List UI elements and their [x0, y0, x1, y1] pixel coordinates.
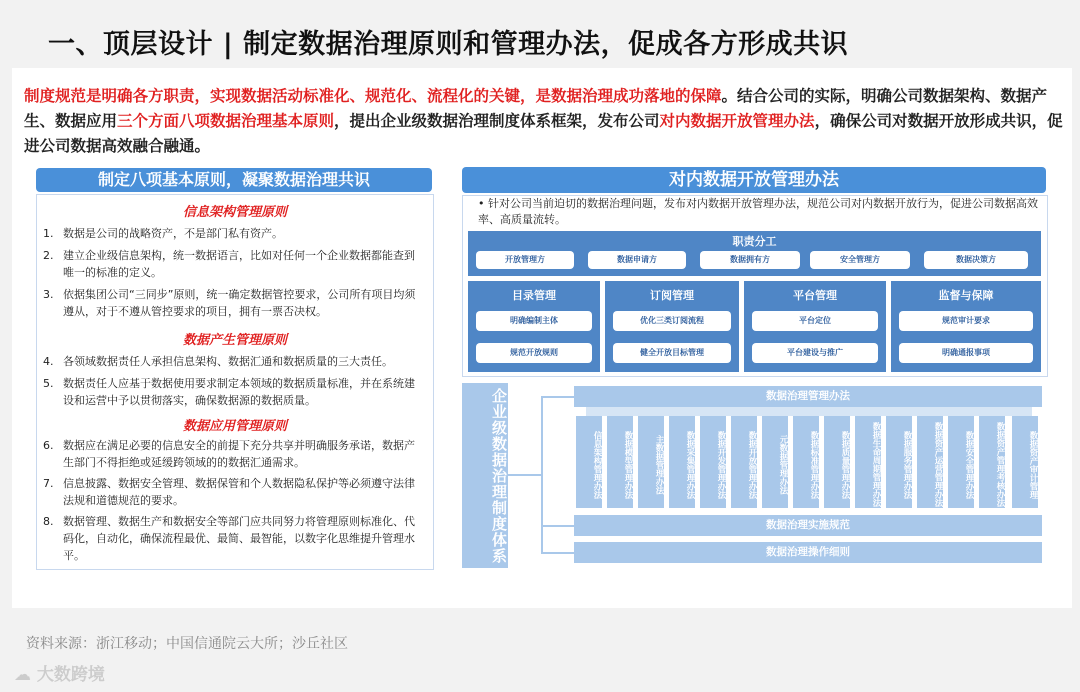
connector-line: [508, 474, 542, 476]
right-panel-header: 对内数据开放管理办法: [462, 167, 1046, 193]
system-level-implementation: 数据治理实施规范: [574, 515, 1042, 536]
system-column: 数据资产审计管理: [1012, 416, 1038, 508]
system-side-label: 企业级数据治理制度体系: [462, 383, 508, 568]
principle-number: 2.: [43, 249, 54, 262]
principle-item: [43, 513, 423, 564]
system-column: 数据采集管理办法: [669, 416, 695, 508]
platform-management-block: [744, 281, 886, 372]
logo-icon: ☁: [14, 665, 31, 685]
principle-text: 数据责任人应基于数据使用要求制定本领域的数据质量标准，并在系统建设和运营中予以贯彻落实，确保数据源的数据质量。: [63, 377, 415, 407]
principle-text: 数据是公司的战略资产，不是部门私有资产。: [63, 227, 283, 240]
intro-paragraph: [24, 84, 1064, 159]
bullet-text: 针对公司当前迫切的数据治理问题，发布对内数据开放管理办法，规范公司对内数据开放行为，促进公司数据高效率、高质量流转。: [478, 197, 1038, 226]
supervision-block: [891, 281, 1041, 372]
block-pill: 平台定位: [752, 311, 878, 331]
section-title-architecture: 信息架构管理原则: [182, 205, 287, 220]
system-column: 数据生命周期管理办法: [855, 416, 881, 508]
block-title: 目录管理: [512, 289, 556, 302]
logo-text: 大数跨境: [36, 665, 105, 685]
duty-title: 职责分工: [732, 235, 777, 248]
principle-item: [43, 437, 423, 471]
system-column: 数据开放管理办法: [731, 416, 757, 508]
principle-number: 1.: [43, 227, 54, 240]
intro-text-3: ，确保公司对数据开放形成共识，促进公司数据高效融合融通。: [24, 112, 1063, 155]
intro-highlight-2: 三个方面八项数据治理基本原则: [117, 112, 335, 130]
system-column: 数据模型管理办法: [607, 416, 633, 508]
duty-division-box: [468, 231, 1041, 276]
system-column: 信息架构管理办法: [576, 416, 602, 508]
block-pill: 规范开放规则: [476, 343, 592, 363]
system-level-operation: 数据治理操作细则: [574, 542, 1042, 563]
principle-number: 8.: [43, 515, 54, 528]
duty-pill: 数据申请方: [588, 251, 686, 269]
system-column: 数据开发管理办法: [700, 416, 726, 508]
left-panel-header: 制定八项基本原则，凝聚数据治理共识: [36, 168, 432, 192]
section-title-production: 数据产生管理原则: [182, 333, 287, 348]
connector-line: [541, 552, 575, 554]
duty-pill: 开放管理方: [476, 251, 574, 269]
principle-number: 5.: [43, 377, 54, 390]
duty-pill: 安全管理方: [810, 251, 910, 269]
principle-item: [43, 247, 423, 281]
connector-line: [541, 396, 543, 554]
subscription-management-block: [605, 281, 739, 372]
connector-line: [541, 525, 575, 527]
intro-text-2: ，提出企业级数据治理制度体系框架，发布公司: [334, 112, 660, 130]
intro-highlight-3: 对内数据开放管理办法: [659, 112, 815, 130]
system-column: 数据安全管理办法: [948, 416, 974, 508]
block-pill: 平台建设与推广: [752, 343, 878, 363]
principle-item: [43, 475, 423, 509]
principle-text: 依据集团公司“三同步”原则，统一确定数据管控要求，公司所有项目均须遵从，对于不遵从管控要求的项目，拥有一票否决权。: [63, 288, 416, 318]
connector-line: [541, 396, 575, 398]
intro-highlight-1: 制度规范是明确各方职责，实现数据活动标准化、规范化、流程化的关键，是数据治理成功落地的保障: [24, 87, 722, 105]
open-data-bullet: • 针对公司当前迫切的数据治理问题，发布对内数据开放管理办法，规范公司对内数据开放行为，促进公司数据高效率、高质量流转。: [478, 197, 1038, 226]
principle-number: 4.: [43, 355, 54, 368]
duty-pill: 数据决策方: [924, 251, 1028, 269]
source-note: 资料来源：浙江移动；中国信通院云大所；沙丘社区: [26, 636, 348, 652]
principle-item: [43, 225, 423, 242]
principle-text: 数据管理、数据生产和数据安全等部门应共同努力将管理原则标准化、代码化，自动化，确保流程最优、最简、最智能，以数字化思维提升管理水平。: [63, 515, 415, 562]
principle-item: [43, 375, 423, 409]
principle-number: 6.: [43, 439, 54, 452]
system-column: 数据资产管理考核办法: [979, 416, 1005, 508]
section-title-application: 数据应用管理原则: [182, 419, 287, 434]
system-column: 数据服务管理办法: [886, 416, 912, 508]
block-title: 监督与保障: [938, 289, 994, 302]
block-pill: 优化三类订阅流程: [613, 311, 731, 331]
watermark-logo: [14, 660, 105, 685]
duty-pill: 数据拥有方: [700, 251, 800, 269]
block-pill: 明确编制主体: [476, 311, 592, 331]
catalog-management-block: [468, 281, 600, 372]
principle-text: 各领域数据责任人承担信息架构、数据汇通和数据质量的三大责任。: [63, 355, 393, 368]
system-column: 数据资产运营管理办法: [917, 416, 943, 508]
system-level-management: 数据治理管理办法: [574, 386, 1042, 407]
principle-item: [43, 286, 423, 320]
principle-text: 数据应在满足必要的信息安全的前提下充分共享并明确服务承诺，数据产生部门不得拒绝或延缓跨领域的的数据汇通需求。: [63, 439, 415, 469]
system-column: 主数据管理办法: [638, 416, 664, 508]
block-title: 平台管理: [793, 289, 837, 302]
principle-item: [43, 353, 423, 370]
block-pill: 明确通报事项: [899, 343, 1033, 363]
principle-number: 3.: [43, 288, 54, 301]
system-column: 数据质量管理办法: [824, 416, 850, 508]
principle-text: 建立企业级信息架构，统一数据语言，比如对任何一个企业数据都能查到唯一的标准的定义。: [63, 249, 415, 279]
block-pill: 规范审计要求: [899, 311, 1033, 331]
intro-text-1: 。结合公司的实际，明确公司数据架构、数据产生、数据应用: [24, 87, 1048, 130]
system-column: 元数据管理办法: [762, 416, 788, 508]
principle-number: 7.: [43, 477, 54, 490]
block-pill: 健全开放目标管理: [613, 343, 731, 363]
connector-band: [586, 407, 1032, 416]
principle-text: 信息披露、数据安全管理、数据保管和个人数据隐私保护等必须遵守法律法规和道德规范的要求。: [63, 477, 415, 507]
system-column: 数据标准管理办法: [793, 416, 819, 508]
block-title: 订阅管理: [650, 289, 694, 302]
principles-panel: [36, 194, 434, 570]
page-title: 一、顶层设计 | 制定数据治理原则和管理办法，促成各方形成共识: [48, 29, 849, 60]
